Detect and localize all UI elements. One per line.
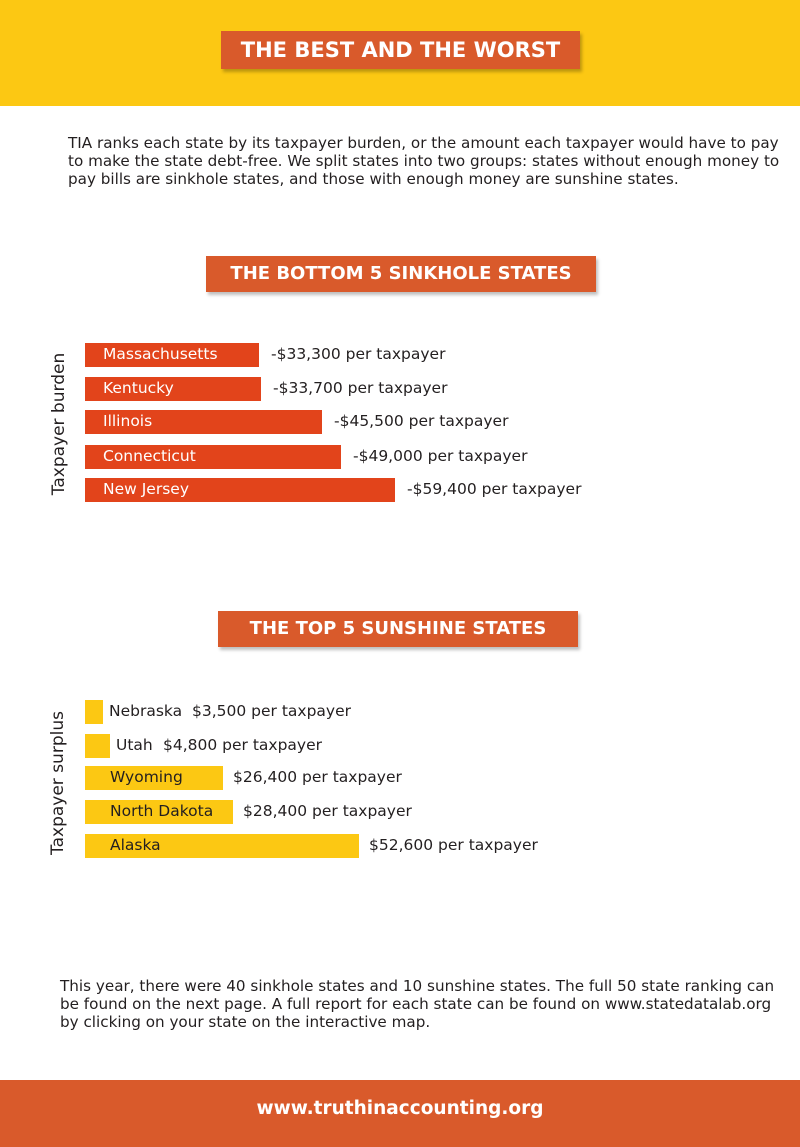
sunshine-bar xyxy=(85,734,110,758)
footer-url-link[interactable]: www.truthinaccounting.org xyxy=(256,1098,544,1119)
sinkhole-value-label: -$49,000 per taxpayer xyxy=(353,447,528,465)
sinkhole-value-label: -$45,500 per taxpayer xyxy=(334,412,509,430)
sinkhole-axis-label: Taxpayer burden xyxy=(49,352,69,496)
sinkhole-category-label: Illinois xyxy=(103,412,153,430)
sinkhole-value-label: -$33,700 per taxpayer xyxy=(273,379,448,397)
sinkhole-category-label: Kentucky xyxy=(103,379,174,397)
sunshine-value-label: $28,400 per taxpayer xyxy=(243,802,412,820)
sunshine-value-label: $26,400 per taxpayer xyxy=(233,768,402,786)
sinkhole-category-label: Massachusetts xyxy=(103,345,218,363)
sunshine-value-label: $52,600 per taxpayer xyxy=(369,836,538,854)
sinkhole-value-label: -$33,300 per taxpayer xyxy=(271,345,446,363)
sinkhole-category-label: Connecticut xyxy=(103,447,196,465)
sinkhole-section-title: THE BOTTOM 5 SINKHOLE STATES xyxy=(206,256,596,292)
sinkhole-value-label: -$59,400 per taxpayer xyxy=(407,480,582,498)
outro-paragraph: This year, there were 40 sinkhole states and 10 sunshine states. The full 50 state ranking can be found on the next page. A full report for each state can be found on www.statedatalab.org by clicking on your state on the interactive map. xyxy=(60,977,775,1031)
sunshine-section-title: THE TOP 5 SUNSHINE STATES xyxy=(218,611,578,647)
sunshine-category-label: Nebraska xyxy=(109,702,183,720)
sinkhole-bar-chart xyxy=(0,336,800,506)
sunshine-axis-label: Taxpayer surplus xyxy=(48,711,68,855)
page-title: THE BEST AND THE WORST xyxy=(221,31,580,69)
sunshine-value-label: $3,500 per taxpayer xyxy=(192,702,352,720)
sunshine-category-label: Utah xyxy=(116,736,153,754)
sunshine-bar xyxy=(85,700,103,724)
sunshine-bar-chart xyxy=(0,695,800,865)
sinkhole-category-label: New Jersey xyxy=(103,480,189,498)
sunshine-category-label: North Dakota xyxy=(110,802,214,820)
intro-paragraph: TIA ranks each state by its taxpayer burden, or the amount each taxpayer would have to pay to make the state debt-free. We split states into two groups: states without enough money to pay bills are sinkhole states, and those with enough money are sunshine states. xyxy=(68,134,780,188)
sunshine-value-label: $4,800 per taxpayer xyxy=(163,736,323,754)
sunshine-category-label: Wyoming xyxy=(110,768,183,786)
sunshine-category-label: Alaska xyxy=(110,836,161,854)
